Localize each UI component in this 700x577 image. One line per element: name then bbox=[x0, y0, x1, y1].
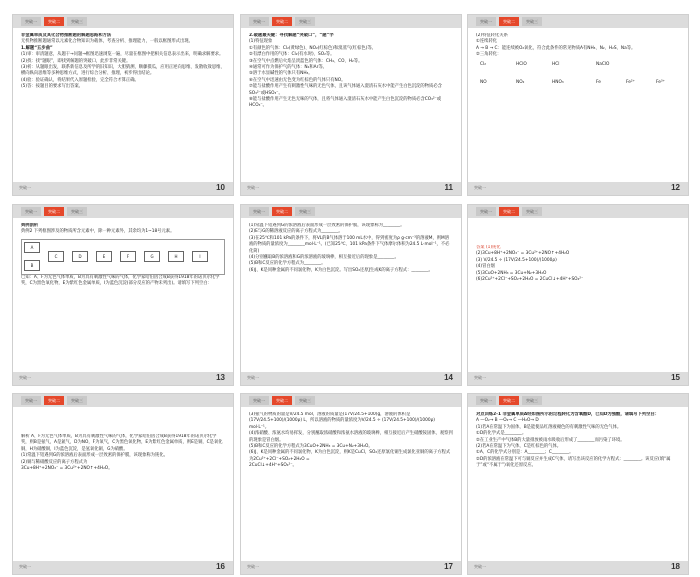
tab-1: 突破一 bbox=[249, 17, 269, 26]
slide-tabs bbox=[476, 17, 542, 26]
slide-line: 已知：A、F为无色气体单质，B为具有刺激性气味的气体，化学家哈伯因合成B获得1918年的诺贝尔化学奖，C为黑色氧化物，E为紫红色金属单质，I为蓝色沉淀(部分反应的产物未列出)。请填写下列空白： bbox=[21, 274, 220, 287]
slide-line: ①有颜色的气体：Cl₂(黄绿色)、NO₂(红棕色)和溴蒸气(红棕色)等。 bbox=[249, 45, 376, 51]
slide-line: (2)特征转化关系 bbox=[476, 33, 508, 38]
slide-header bbox=[13, 205, 233, 218]
slide-footer bbox=[241, 372, 461, 385]
answer-line: (4)冒白烟 bbox=[476, 264, 495, 270]
diagram-node: NO bbox=[480, 79, 487, 85]
slide-body bbox=[249, 223, 453, 367]
diagram-node: Fe²⁺ bbox=[626, 79, 635, 85]
slide-thumbnail-15[interactable] bbox=[467, 204, 689, 386]
slide-line: (1)特征现象 bbox=[249, 39, 273, 45]
slide-number: 11 bbox=[444, 183, 453, 192]
slide-header bbox=[468, 205, 688, 218]
tab-3: 突破三 bbox=[522, 207, 542, 216]
answer-line: (6)2Cu²⁺+2Cl⁻+SO₂+2H₂O = 2CuCl↓+4H⁺+SO₄²⁻ bbox=[476, 277, 584, 283]
slide-thumbnail-18[interactable] bbox=[467, 393, 689, 575]
slide-header bbox=[468, 15, 688, 28]
slide-body bbox=[476, 245, 680, 367]
slide-header bbox=[13, 15, 233, 28]
slide-line: ④通常可作为保护气的气体：N₂和Ar等。 bbox=[249, 65, 327, 71]
slide-thumbnail-17[interactable] bbox=[240, 393, 462, 575]
tab-3: 突破三 bbox=[295, 396, 315, 405]
tab-3: 突破三 bbox=[522, 396, 542, 405]
slide-footer bbox=[468, 372, 688, 385]
diagram-box: I bbox=[192, 251, 208, 262]
diagram-box: E bbox=[96, 251, 112, 262]
slide-line: (5)B和C反应的化学方程式为________。 bbox=[249, 261, 326, 267]
footer-label: 突破一 bbox=[247, 564, 259, 569]
footer-label: 突破一 bbox=[247, 375, 259, 380]
slide-line: (1)若A在常温下为固体，B是能使品红溶液褪色的有刺激性气味的无色气体。 bbox=[476, 424, 622, 430]
tab-3: 突破三 bbox=[67, 17, 87, 26]
slide-tabs bbox=[21, 396, 87, 405]
slide-line: (6)J、K是同种金属的不同氯化物，K为白色沉淀。写出SO₂还原J生成K的离子方程式：________。 bbox=[249, 267, 433, 273]
slide-tabs bbox=[21, 207, 87, 216]
slide-line: 1.解题“五步曲” bbox=[21, 45, 53, 51]
tab-2: 突破二 bbox=[44, 396, 64, 405]
tab-3: 突破三 bbox=[67, 207, 87, 216]
diagram-node: HNO₃ bbox=[552, 79, 564, 85]
slide-line: ②三角转化： bbox=[476, 52, 502, 58]
slide-line: (4)分别蘸取B的浓溶液和G的浓溶液的玻璃棒，相互接近后的现象是________。 bbox=[249, 255, 399, 261]
slide-line: ①连续转化 bbox=[476, 39, 498, 45]
slide-line: ⑤溶于水显碱性的气体只有NH₃。 bbox=[249, 71, 313, 77]
diagram-node: NaClO bbox=[596, 61, 610, 67]
slide-line: ①D的化学式是________。 bbox=[476, 431, 527, 437]
slide-line: (3)在25℃和101 kPa的条件下，将VL的B气体溶于100 mL水中，得到密度为ρ g·cm⁻³的溶液M，则M溶液的物质的量浓度为________mol·L⁻¹。(已知25℃、101 kPa条件下气体摩尔体积为24.5 L·mol⁻¹，不必化简) bbox=[249, 235, 450, 254]
tab-1: 突破一 bbox=[21, 207, 41, 216]
slide-line: (1)常温下铝遇到G的浓溶液后表面形成一层致密的保护膜，该现象称为________。 bbox=[249, 223, 405, 228]
slide-number: 15 bbox=[671, 373, 680, 382]
slide-header bbox=[13, 394, 233, 407]
slide-body bbox=[21, 33, 225, 177]
slide-thumbnail-16[interactable] bbox=[12, 393, 234, 575]
tab-2: 突破二 bbox=[499, 207, 519, 216]
slide-line: ⑧能与盐酸作用产生无色无味的气体，且将气体通入澄清石灰水中能产生白色沉淀的物质必含CO₃²⁻或HCO₃⁻。 bbox=[249, 97, 442, 109]
slide-line: ⑦能与盐酸作用产生有刺激性气味的无色气体，且该气体通入澄清石灰水中能产生白色沉淀的物质必含SO₃²⁻或HSO₃⁻。 bbox=[249, 84, 442, 96]
slide-number: 13 bbox=[216, 373, 225, 382]
slide-tabs bbox=[249, 17, 315, 26]
slide-body bbox=[21, 434, 225, 556]
slide-header bbox=[241, 15, 461, 28]
slide-line: (4)验：验证确认，将结果代入原题检验，完全符合才算正确。 bbox=[21, 77, 139, 83]
footer-label: 突破一 bbox=[19, 375, 31, 380]
slide-footer bbox=[13, 561, 233, 574]
slide-line: (2)E与G的稀溶液反应的离子方程式为________。 bbox=[249, 229, 343, 235]
tab-3: 突破三 bbox=[522, 17, 542, 26]
tab-2: 突破二 bbox=[272, 207, 292, 216]
slide-body bbox=[476, 412, 680, 556]
answer-line: 答案 (1)钝化 bbox=[476, 245, 501, 250]
tab-3: 突破三 bbox=[295, 207, 315, 216]
diagram-node: HClO bbox=[516, 61, 527, 67]
slide-tabs bbox=[476, 396, 542, 405]
tab-3: 突破三 bbox=[295, 17, 315, 26]
slide-tabs bbox=[21, 17, 87, 26]
slide-number: 12 bbox=[671, 183, 680, 192]
footer-label: 突破一 bbox=[474, 564, 486, 569]
diagram-box: C bbox=[48, 251, 64, 262]
slide-body bbox=[249, 412, 453, 556]
reaction-flow-diagram bbox=[21, 239, 225, 275]
slide-thumbnail-13[interactable] bbox=[12, 204, 234, 386]
slide-line: ①A、C的化学式分别是：A________；C________。 bbox=[476, 450, 574, 456]
slide-line: (1)常温下铝遇到G的浓溶液后表面形成一层致密的保护膜，该现象称为钝化。 bbox=[21, 453, 168, 459]
slide-line: (3)氨气的物质的量是V/24.5 mol，溶液的质量是(17V/24.5+100)g，溶液的体积是(17V/24.5+100)/(1000ρ) L，所以溶液的物质的量浓度为V/24.5 ÷ (17V/24.5+100)/(1000ρ) mol·L⁻¹。 bbox=[249, 412, 435, 430]
slide-line: ②有漂白作用的气体：Cl₂(有水时)、SO₂等。 bbox=[249, 52, 335, 58]
slide-thumbnail-14[interactable] bbox=[240, 204, 462, 386]
slide-line: 典例2 下列框图涉及的物质所含元素中，除一种元素外，其余均为1~18号元素。 bbox=[21, 229, 175, 235]
diagram-node: Fe³⁺ bbox=[656, 79, 665, 85]
slide-line: 3Cu+8H⁺+2NO₃⁻ = 3Cu²⁺+2NO↑+4H₂O。 bbox=[21, 466, 113, 472]
diagram-box: D bbox=[72, 251, 88, 262]
slide-line: (2)铜与稀硝酸反应的离子方程式为 bbox=[21, 459, 88, 465]
slide-heading: 对点训练2-1 非金属单质A经如图所示的过程转化为含氧酸D，已知D为强酸，请填写下列空白： bbox=[476, 412, 659, 417]
slide-footer bbox=[13, 182, 233, 195]
footer-label: 突破一 bbox=[474, 185, 486, 190]
slide-line: (2)找：找“题眼”，即找到解题的突破口，此步非常关键。 bbox=[21, 58, 131, 64]
tab-2: 突破二 bbox=[499, 17, 519, 26]
answer-line: (5)3CuO+2NH₃ = 3Cu+N₂+3H₂O bbox=[476, 270, 547, 276]
slide-line: (5)B和C反应的化学方程式为3CuO+2NH₃ = 3Cu+N₂+3H₂O。 bbox=[249, 444, 373, 450]
footer-label: 突破一 bbox=[19, 564, 31, 569]
slide-footer bbox=[468, 561, 688, 574]
slide-footer bbox=[241, 561, 461, 574]
diagram-node: Fe bbox=[596, 79, 601, 85]
triangle-conversion-diagram bbox=[476, 62, 680, 102]
slide-thumbnail-12[interactable] bbox=[467, 14, 689, 196]
slide-footer bbox=[13, 372, 233, 385]
footer-label: 突破一 bbox=[474, 375, 486, 380]
diagram-node: NO₂ bbox=[516, 79, 525, 85]
tab-2: 突破二 bbox=[44, 17, 64, 26]
diagram-node: Cl₂ bbox=[480, 61, 486, 67]
tab-2: 突破二 bbox=[499, 396, 519, 405]
tab-1: 突破一 bbox=[476, 396, 496, 405]
slide-number: 14 bbox=[444, 373, 453, 382]
tab-1: 突破一 bbox=[21, 396, 41, 405]
slide-line: 无机物推断题通常以元素化合物知识为载体，考查分析、推理能力，一般以框图形式出现。 bbox=[21, 39, 193, 45]
diagram-box: H bbox=[168, 251, 184, 262]
slide-line: ⑥在空气中迅速由无色变为红棕色的气体只有NO。 bbox=[249, 77, 346, 83]
slide-tabs bbox=[249, 396, 315, 405]
slide-tabs bbox=[476, 207, 542, 216]
tab-1: 突破一 bbox=[21, 17, 41, 26]
answer-line: (2)3Cu+8H⁺+2NO₃⁻ = 3Cu²⁺+2NO↑+4H₂O bbox=[476, 251, 570, 257]
slide-heading: 非金属单质及其化合物推断题的解题思路和方法 bbox=[21, 33, 112, 38]
slide-line: 解析 A、F为无色气体单质，B为具有刺激性气味的气体，化学家哈伯因合成B获得1918年的诺贝尔化学奖，则B是氨气，A是氮气，D为NO，F为氧气，C为黑色氧化物，E为紫红色金属单质，则E是铜，C是氧化铜，H为硝酸铜，I为蓝色沉淀，是氢氧化铜，G为硝酸。 bbox=[21, 434, 223, 452]
slide-line: (2)若A在常温下为气体，C是红棕色的气体。 bbox=[476, 444, 562, 450]
slide-line: A —O₂→ B —O₂→ C —H₂O→ D bbox=[476, 418, 539, 424]
slide-line: (1)审：审清题意，从题干→问题→框图迅速浏览一遍，尽量在框图中把相关信息表示出来，明确求解要求。 bbox=[21, 52, 224, 58]
footer-label: 突破一 bbox=[247, 185, 259, 190]
slide-line: A → B → C：能连续被O₂氧化，符合此条件的常见物质A有NH₃、N₂、H₂S、Na等。 bbox=[476, 45, 636, 51]
tab-3: 突破三 bbox=[67, 396, 87, 405]
footer-label: 突破一 bbox=[19, 185, 31, 190]
slide-footer bbox=[468, 182, 688, 195]
slide-line: (3)析：从题眼出发，联系新信息及所学的旧知识，大胆猜测，顺藤摸瓜，应用正逆向思维、发散收敛思维、横向纵向思维等多种思维方式，进行综合分析、推理，初步得出结论。 bbox=[21, 65, 225, 77]
slide-header bbox=[241, 394, 461, 407]
diagram-box: A bbox=[24, 242, 40, 253]
slide-line: ②D的浓溶液在常温下可与铜反应并生成C气体，请写出该反应的化学方程式：________。该反应(填“属于”或“不属于”)氧化还原反应。 bbox=[476, 456, 671, 469]
slide-header bbox=[468, 394, 688, 407]
slide-line: 2CuCl↓+4H⁺+SO₄²⁻。 bbox=[249, 463, 297, 469]
diagram-box: B bbox=[24, 260, 40, 271]
slide-thumbnail-10[interactable] bbox=[12, 14, 234, 196]
slide-number: 10 bbox=[216, 183, 225, 192]
answer-line: (3) V/24.5 ÷ (17V/24.5+100)/(1000ρ) bbox=[476, 257, 557, 263]
slide-tabs bbox=[249, 207, 315, 216]
slide-number: 16 bbox=[216, 562, 225, 571]
tab-2: 突破二 bbox=[272, 17, 292, 26]
slide-number: 18 bbox=[671, 562, 680, 571]
slide-line: ③在空气中点燃后火焰呈淡蓝色的气体：CH₄、CO、H₂等。 bbox=[249, 58, 363, 64]
tab-1: 突破一 bbox=[249, 207, 269, 216]
slide-heading: 2.破题最关键：寻找解题“突破口”，“题”字 bbox=[249, 33, 334, 38]
slide-heading: 典例剖析 bbox=[21, 223, 39, 228]
slide-line: (5)答：按题目的要求写出答案。 bbox=[21, 84, 83, 90]
slide-body bbox=[476, 33, 680, 177]
diagram-box: F bbox=[120, 251, 136, 262]
tab-1: 突破一 bbox=[476, 207, 496, 216]
tab-1: 突破一 bbox=[249, 396, 269, 405]
slide-line: (6)J、K是同种金属的不同氯化物，K为白色沉淀，则K是CuCl，SO₂还原氯化铜生成氯化亚铜的离子方程式为2Cu²⁺+2Cl⁻+SO₂+2H₂O = bbox=[249, 450, 451, 462]
slide-line: ②在工业生产中气体B的大量排放被雨水吸收后形成了________而污染了环境。 bbox=[476, 437, 625, 443]
tab-1: 突破一 bbox=[476, 17, 496, 26]
tab-2: 突破二 bbox=[272, 396, 292, 405]
slide-number: 17 bbox=[444, 562, 453, 571]
diagram-node: HCl bbox=[552, 61, 560, 67]
slide-body bbox=[249, 33, 453, 177]
tab-2: 突破二 bbox=[44, 207, 64, 216]
slide-footer bbox=[241, 182, 461, 195]
slide-body bbox=[21, 223, 225, 367]
slide-line: (4)浓硝酸、浓氨水均易挥发，分别蘸取浓硝酸和浓氨水溶液的玻璃棒，相互接近后产生硝酸铵固体，观察到的现象是冒白烟。 bbox=[249, 431, 453, 443]
diagram-box: G bbox=[144, 251, 160, 262]
slide-thumbnail-11[interactable] bbox=[240, 14, 462, 196]
slide-header bbox=[241, 205, 461, 218]
